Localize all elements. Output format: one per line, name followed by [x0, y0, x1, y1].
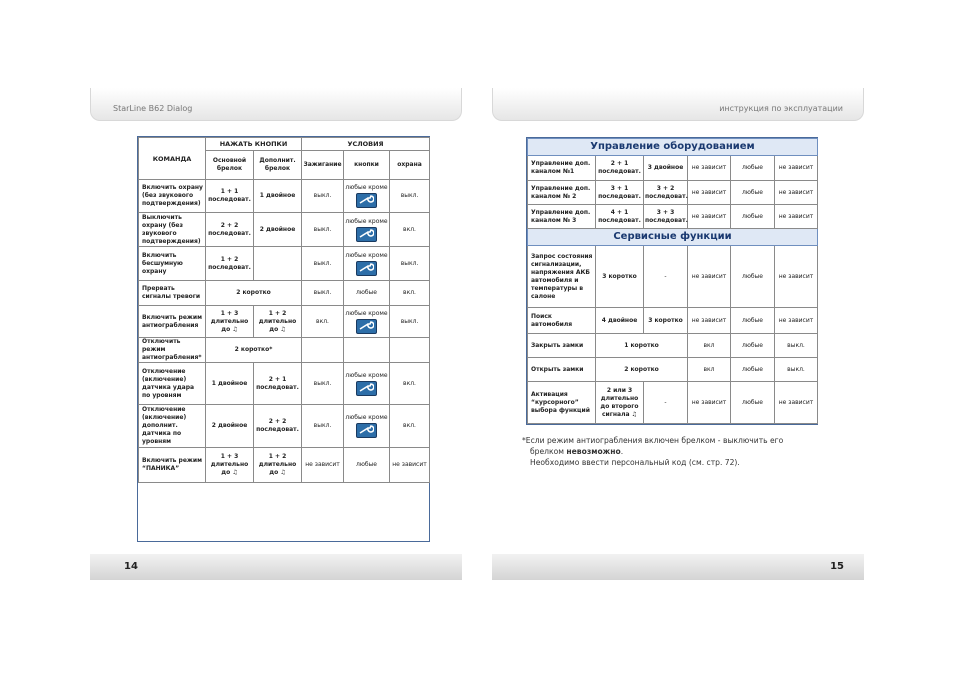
row-command: Выключить охрану (без звукового подтверждения) — [139, 213, 206, 247]
col-conditions: УСЛОВИЯ — [302, 138, 430, 151]
row-buttons: любые — [344, 448, 390, 483]
row-guard — [390, 338, 430, 363]
row-command: Управление доп. каналом № 2 — [528, 181, 596, 205]
table-row — [528, 156, 818, 181]
row-command: Включить режим антиограбления — [139, 306, 206, 338]
row-ignition: не зависит — [688, 181, 731, 205]
row-guard: не зависит — [775, 382, 818, 424]
buttons-label: любые кроме — [345, 251, 388, 259]
row-ignition: не зависит — [688, 205, 731, 229]
right-header-title: инструкция по эксплуатации — [719, 104, 843, 113]
table-row — [528, 246, 818, 308]
sub-extra-fob: Дополнит. брелок — [254, 151, 302, 180]
row-buttons: любые — [731, 181, 775, 205]
footnote-line-2 — [522, 446, 852, 457]
row-command: Активация “курсорного” выбора функций — [528, 382, 596, 424]
wrench-button-icon — [356, 193, 377, 208]
left-page-number: 14 — [124, 561, 138, 572]
row-extra — [254, 306, 302, 338]
left-page-header — [90, 88, 462, 121]
row-command: Открыть замки — [528, 358, 596, 382]
section-equipment: Управление оборудованием — [528, 139, 818, 156]
row-buttons — [344, 213, 390, 247]
table-row — [139, 281, 430, 306]
row-extra: 3 коротко — [644, 308, 688, 334]
equipment-service-table — [526, 137, 818, 425]
row-command: Включить режим “ПАНИКА” — [139, 448, 206, 483]
row-guard: выкл. — [390, 247, 430, 281]
row-ignition: не зависит — [688, 246, 731, 308]
table-row — [139, 448, 430, 483]
row-main: 1 + 2 последоват. — [206, 247, 254, 281]
sub-buttons: кнопки — [344, 151, 390, 180]
row-command: Прервать сигналы тревоги — [139, 281, 206, 306]
sub-main-fob: Основной брелок — [206, 151, 254, 180]
sub-ignition: Зажигание — [302, 151, 344, 180]
row-extra: 1 двойное — [254, 180, 302, 213]
commands-table — [137, 136, 430, 542]
row-ignition: не зависит — [302, 448, 344, 483]
row-main: 1 двойное — [206, 363, 254, 405]
music-note-icon: ♫ — [232, 325, 238, 333]
row-guard: выкл. — [390, 306, 430, 338]
row-buttons: любые — [731, 308, 775, 334]
table-row — [139, 213, 430, 247]
row-guard: вкл. — [390, 281, 430, 306]
footnote — [522, 435, 852, 468]
row-buttons: любые — [344, 281, 390, 306]
buttons-label: любые кроме — [345, 414, 388, 421]
row-ignition: вкл — [688, 358, 731, 382]
row-buttons — [344, 338, 390, 363]
row-ignition: выкл. — [302, 180, 344, 213]
row-guard: вкл. — [390, 363, 430, 405]
row-extra: - — [644, 382, 688, 424]
row-main: 4 двойное — [596, 308, 644, 334]
buttons-label: любые кроме — [345, 371, 388, 379]
buttons-label: любые кроме — [345, 217, 388, 225]
row-extra-text: 1 + 2 длительно до — [258, 309, 297, 333]
table-row — [528, 358, 818, 382]
row-ignition: выкл. — [302, 213, 344, 247]
row-buttons — [344, 306, 390, 338]
table-row — [139, 363, 430, 405]
footnote-emphasis: невозможно — [566, 447, 621, 456]
row-extra: 2 + 2 последоват. — [254, 405, 302, 448]
footnote-text: брелком — [530, 447, 567, 456]
row-main-text: 1 + 3 длительно до — [210, 453, 249, 476]
wrench-button-icon — [356, 423, 377, 438]
row-buttons: любые — [731, 246, 775, 308]
row-main-text: 1 + 3 длительно до — [210, 309, 249, 333]
row-ignition: не зависит — [688, 156, 731, 181]
row-both: 2 коротко — [596, 358, 688, 382]
row-guard: выкл. — [775, 334, 818, 358]
row-extra: 3 + 2 последоват. — [644, 181, 688, 205]
wrench-button-icon — [356, 381, 377, 396]
row-buttons — [344, 180, 390, 213]
row-guard: не зависит — [775, 181, 818, 205]
row-guard: вкл. — [390, 405, 430, 448]
row-both: 1 коротко — [596, 334, 688, 358]
row-guard: не зависит — [775, 308, 818, 334]
row-ignition: выкл. — [302, 405, 344, 448]
left-header-title: StarLine B62 Dialog — [113, 104, 193, 113]
table-row — [139, 338, 430, 363]
row-ignition: не зависит — [688, 308, 731, 334]
row-extra: 3 двойное — [644, 156, 688, 181]
table-row — [139, 306, 430, 338]
footnote-period: . — [620, 447, 624, 456]
row-ignition: выкл. — [302, 247, 344, 281]
section-service: Сервисные функции — [528, 229, 818, 246]
row-buttons: любые — [731, 205, 775, 229]
buttons-label: любые кроме — [345, 309, 388, 317]
row-buttons: любые — [731, 382, 775, 424]
row-guard: не зависит — [775, 205, 818, 229]
col-press: НАЖАТЬ КНОПКИ — [206, 138, 302, 151]
row-main: 2 двойное — [206, 405, 254, 448]
row-command: Управление доп. каналом №1 — [528, 156, 596, 181]
row-command: Поиск автомобиля — [528, 308, 596, 334]
row-command: Отключение (включение) дополнит. датчика по уровням — [139, 405, 206, 448]
row-command: Управление доп. каналом № 3 — [528, 205, 596, 229]
row-extra — [254, 448, 302, 483]
row-ignition: выкл. — [302, 363, 344, 405]
row-extra: 3 + 3 последоват. — [644, 205, 688, 229]
table-row — [528, 308, 818, 334]
wrench-button-icon — [356, 227, 377, 242]
row-main — [206, 306, 254, 338]
row-main: 2 + 1 последоват. — [596, 156, 644, 181]
wrench-button-icon — [356, 261, 377, 276]
footnote-line-3: Необходимо ввести персональный код (см. стр. 72). — [530, 458, 740, 467]
row-both: 2 коротко* — [206, 338, 302, 363]
table-row — [139, 180, 430, 213]
row-guard: выкл. — [390, 180, 430, 213]
row-buttons: любые — [731, 334, 775, 358]
table-row — [528, 334, 818, 358]
right-page-footer — [492, 554, 864, 580]
row-guard: не зависит — [390, 448, 430, 483]
row-ignition: вкл. — [302, 306, 344, 338]
row-ignition: вкл — [688, 334, 731, 358]
row-guard: не зависит — [775, 156, 818, 181]
row-guard: не зависит — [775, 246, 818, 308]
row-buttons — [344, 363, 390, 405]
row-command: Закрыть замки — [528, 334, 596, 358]
row-buttons: любые — [731, 358, 775, 382]
row-extra — [254, 247, 302, 281]
row-extra: 2 двойное — [254, 213, 302, 247]
row-guard: выкл. — [775, 358, 818, 382]
row-command: Включить бесшумную охрану — [139, 247, 206, 281]
row-main: 4 + 1 последоват. — [596, 205, 644, 229]
table-row — [528, 382, 818, 424]
table-row — [139, 247, 430, 281]
row-main: 3 коротко — [596, 246, 644, 308]
row-command: Отключить режим антиограбления* — [139, 338, 206, 363]
table-row — [139, 405, 430, 448]
wrench-button-icon — [356, 319, 377, 334]
sub-guard: охрана — [390, 151, 430, 180]
right-page-number: 15 — [830, 561, 844, 572]
music-note-icon: ♫ — [232, 469, 238, 476]
left-page-footer — [90, 554, 462, 580]
music-note-icon: ♫ — [280, 325, 286, 333]
row-command: Запрос состояния сигнализации, напряжения АКБ автомобиля и температуры в салоне — [528, 246, 596, 308]
row-extra: - — [644, 246, 688, 308]
row-command: Отключение (включение) датчика удара по уровням — [139, 363, 206, 405]
music-note-icon: ♫ — [631, 410, 638, 418]
music-note-icon: ♫ — [280, 469, 286, 476]
row-buttons: любые — [731, 156, 775, 181]
row-main — [596, 382, 644, 424]
row-buttons — [344, 247, 390, 281]
row-main: 1 + 1 последоват. — [206, 180, 254, 213]
right-page-header — [492, 88, 864, 121]
table-row — [528, 181, 818, 205]
row-ignition: выкл. — [302, 281, 344, 306]
col-command: КОМАНДА — [139, 138, 206, 180]
table-row — [528, 205, 818, 229]
row-guard: вкл. — [390, 213, 430, 247]
row-main — [206, 448, 254, 483]
row-both: 2 коротко — [206, 281, 302, 306]
row-ignition: не зависит — [688, 382, 731, 424]
row-command: Включить охрану (без звукового подтверждения) — [139, 180, 206, 213]
row-main: 2 + 2 последоват. — [206, 213, 254, 247]
footnote-line-1: *Если режим антиограбления включен брелком - выключить его — [522, 436, 784, 445]
row-buttons — [344, 405, 390, 448]
buttons-label: любые кроме — [345, 184, 388, 191]
row-main-text: 2 или 3 длительно до второго сигнала — [600, 386, 639, 418]
row-extra-text: 1 + 2 длительно до — [258, 453, 297, 476]
row-main: 3 + 1 последоват. — [596, 181, 644, 205]
row-extra: 2 + 1 последоват. — [254, 363, 302, 405]
row-ignition — [302, 338, 344, 363]
